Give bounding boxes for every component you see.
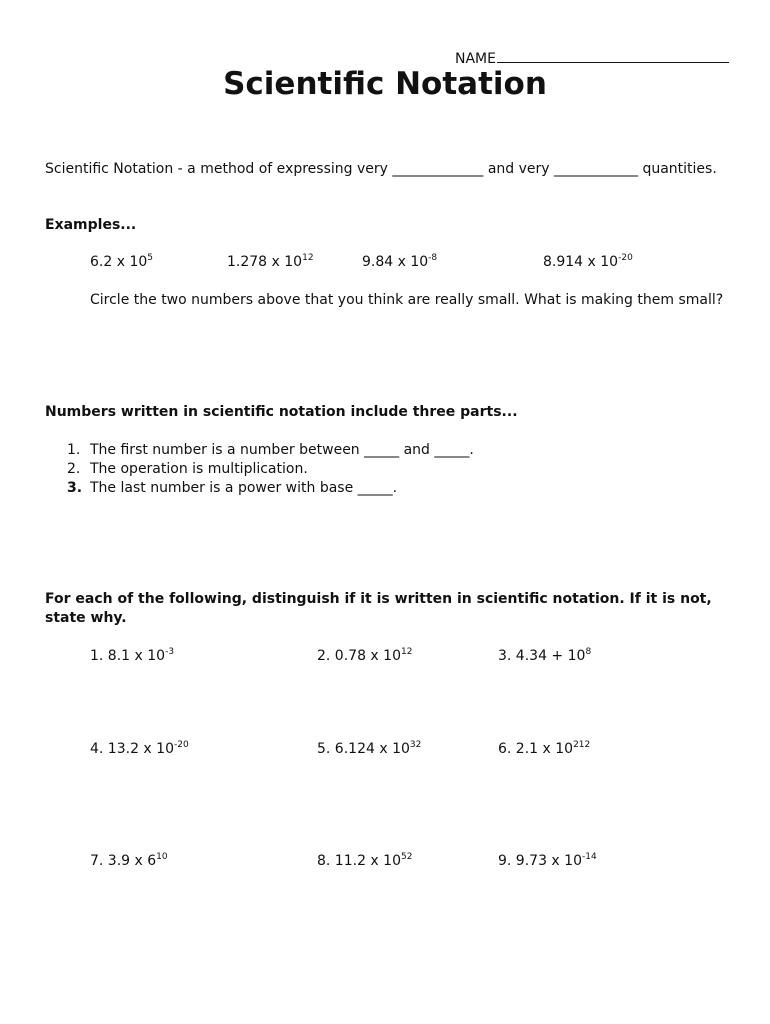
parts-item-2-text: The operation is multiplication. — [90, 461, 308, 477]
exercise-9-label: 9. 9.73 x 10 — [498, 853, 582, 869]
name-field — [455, 48, 729, 67]
example-3 — [362, 254, 437, 270]
example-1-exponent: 5 — [147, 253, 153, 263]
exercise-8-exponent: 52 — [400, 852, 413, 862]
definition-text-1: Scientific Notation - a method of expressing very — [45, 161, 388, 177]
definition-text-3: quantities. — [642, 161, 717, 177]
example-4 — [543, 254, 633, 270]
exercise-7 — [90, 853, 168, 869]
exercise-4-exponent: -20 — [173, 740, 189, 750]
exercise-3 — [498, 648, 591, 664]
definition-text-2: and very — [487, 161, 550, 177]
exercise-2-exponent: 12 — [400, 647, 413, 657]
example-2-base: 1.278 x 10 — [227, 254, 303, 270]
examples-heading: Examples... — [45, 217, 137, 233]
example-2-exponent: 12 — [302, 253, 314, 263]
example-3-base: 9.84 x 10 — [362, 254, 429, 270]
parts-item-3-number: 3. — [67, 480, 83, 496]
exercise-5 — [317, 741, 421, 757]
definition-blank-1: _____________ — [392, 161, 484, 177]
exercise-6-label: 6. 2.1 x 10 — [498, 741, 574, 757]
exercise-8-label: 8. 11.2 x 10 — [317, 853, 401, 869]
exercise-2 — [317, 648, 412, 664]
parts-list — [67, 441, 474, 498]
exercise-1-label: 1. 8.1 x 10 — [90, 648, 166, 664]
exercise-5-label: 5. 6.124 x 10 — [317, 741, 410, 757]
exercise-8 — [317, 853, 412, 869]
example-1-base: 6.2 x 10 — [90, 254, 148, 270]
exercises-heading-line-1: For each of the following, distinguish if it is written in scientific notation. If it is not, — [45, 591, 712, 607]
parts-item-1-number: 1. — [67, 442, 81, 458]
parts-item-1-text: The first number is a number between _____ and _____. — [90, 442, 474, 458]
example-3-exponent: -8 — [428, 253, 438, 263]
exercise-9 — [498, 853, 597, 869]
exercise-9-exponent: -14 — [581, 852, 597, 862]
exercise-1 — [90, 648, 174, 664]
exercise-4 — [90, 741, 189, 757]
definition-line — [45, 161, 717, 177]
exercise-3-exponent: 8 — [585, 647, 592, 657]
name-blank-line[interactable] — [497, 48, 729, 63]
example-2 — [227, 254, 314, 270]
examples-prompt: Circle the two numbers above that you think are really small. What is making them small? — [90, 292, 724, 308]
parts-item-2 — [67, 460, 474, 479]
exercise-2-label: 2. 0.78 x 10 — [317, 648, 401, 664]
parts-item-3 — [67, 479, 474, 498]
parts-item-3-text: The last number is a power with base _____. — [90, 480, 398, 496]
parts-heading: Numbers written in scientific notation include three parts... — [45, 404, 518, 420]
exercise-6-exponent: 212 — [573, 740, 591, 750]
page-title: Scientific Notation — [223, 66, 547, 102]
exercise-3-label: 3. 4.34 + 10 — [498, 648, 586, 664]
parts-item-1 — [67, 441, 474, 460]
definition-blank-2: ____________ — [554, 161, 638, 177]
exercise-7-exponent: 10 — [156, 852, 168, 862]
exercise-5-exponent: 32 — [409, 740, 422, 750]
name-label: NAME — [455, 51, 496, 67]
exercise-1-exponent: -3 — [165, 647, 175, 657]
parts-item-2-number: 2. — [67, 461, 81, 477]
example-4-base: 8.914 x 10 — [543, 254, 619, 270]
example-4-exponent: -20 — [618, 253, 633, 263]
exercises-heading-line-2: state why. — [45, 610, 127, 626]
exercise-6 — [498, 741, 590, 757]
exercise-4-label: 4. 13.2 x 10 — [90, 741, 174, 757]
exercise-7-label: 7. 3.9 x 6 — [90, 853, 157, 869]
example-1 — [90, 254, 153, 270]
